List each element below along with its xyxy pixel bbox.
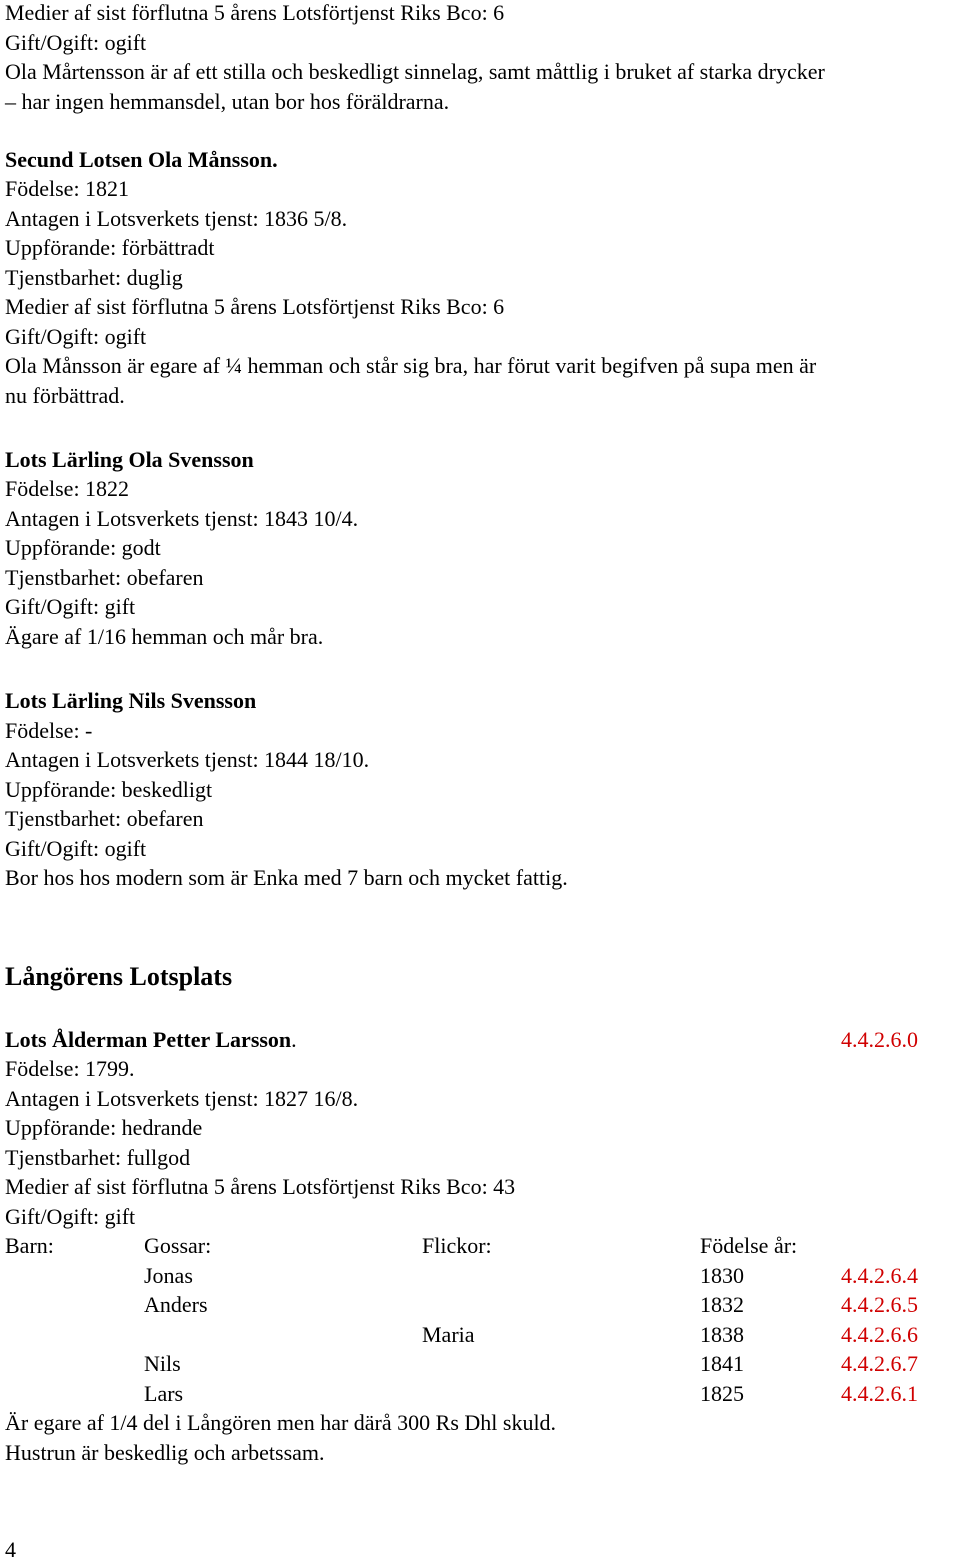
- fodelse-line: Födelse: 1821: [5, 176, 130, 201]
- uppforande-line: Uppförande: förbättradt: [5, 235, 215, 260]
- child-year: 1838: [700, 1322, 744, 1347]
- entry-title: Secund Lotsen Ola Månsson.: [5, 147, 278, 172]
- section-heading: Långörens Lotsplats: [5, 962, 233, 991]
- fodelse-line: Födelse: -: [5, 718, 93, 743]
- gift-line: Gift/Ogift: ogift: [5, 324, 147, 349]
- medier-line: Medier af sist förflutna 5 årens Lotsförtjenst Riks Bco: 6: [5, 0, 505, 25]
- note-line: Är egare af 1/4 del i Långören men har därå 300 Rs Dhl skuld.: [5, 1410, 557, 1435]
- child-year: 1825: [700, 1381, 744, 1406]
- note-line: Ägare af 1/16 hemman och mår bra.: [5, 624, 324, 649]
- children-header-flickor: Flickor:: [422, 1233, 492, 1258]
- tjenstbarhet-line: Tjenstbarhet: obefaren: [5, 565, 204, 590]
- fodelse-line: Födelse: 1799.: [5, 1056, 135, 1081]
- tjenstbarhet-line: Tjenstbarhet: duglig: [5, 265, 183, 290]
- child-gosse: Anders: [144, 1292, 208, 1317]
- antagen-line: Antagen i Lotsverkets tjenst: 1836 5/8.: [5, 206, 348, 231]
- entry-title: Lots Lärling Ola Svensson: [5, 447, 254, 472]
- child-reference: 4.4.2.6.6: [841, 1322, 918, 1347]
- note-line: Ola Mårtensson är af ett stilla och beskedligt sinnelag, samt måttlig i bruket af starka drycker: [5, 59, 825, 84]
- uppforande-line: Uppförande: hedrande: [5, 1115, 203, 1140]
- gift-line: Gift/Ogift: gift: [5, 1204, 136, 1229]
- note-line: Ola Månsson är egare af ¼ hemman och står sig bra, har förut varit begifven på supa men är: [5, 353, 817, 378]
- gift-line: Gift/Ogift: gift: [5, 594, 136, 619]
- note-line: – har ingen hemmansdel, utan bor hos föräldrarna.: [5, 89, 450, 114]
- child-gosse: Jonas: [144, 1263, 193, 1288]
- child-reference: 4.4.2.6.5: [841, 1292, 918, 1317]
- medier-line: Medier af sist förflutna 5 årens Lotsförtjenst Riks Bco: 43: [5, 1174, 516, 1199]
- gift-line: Gift/Ogift: ogift: [5, 836, 147, 861]
- tjenstbarhet-line: Tjenstbarhet: fullgod: [5, 1145, 191, 1170]
- tjenstbarhet-line: Tjenstbarhet: obefaren: [5, 806, 204, 831]
- entry-title-suffix: .: [291, 1027, 297, 1052]
- children-header-fodelsear: Födelse år:: [700, 1233, 798, 1258]
- entry-reference: 4.4.2.6.0: [841, 1027, 918, 1052]
- child-flicka: Maria: [422, 1322, 475, 1347]
- child-year: 1841: [700, 1351, 744, 1376]
- gift-line: Gift/Ogift: ogift: [5, 30, 147, 55]
- note-line: Hustrun är beskedlig och arbetssam.: [5, 1440, 325, 1465]
- page-number: 4: [5, 1537, 16, 1562]
- child-year: 1832: [700, 1292, 744, 1317]
- children-header-gossar: Gossar:: [144, 1233, 212, 1258]
- uppforande-line: Uppförande: godt: [5, 535, 161, 560]
- child-reference: 4.4.2.6.1: [841, 1381, 918, 1406]
- entry-title-line: [5, 1027, 297, 1053]
- antagen-line: Antagen i Lotsverkets tjenst: 1827 16/8.: [5, 1086, 359, 1111]
- children-header-barn: Barn:: [5, 1233, 54, 1258]
- child-gosse: Nils: [144, 1351, 181, 1376]
- child-gosse: Lars: [144, 1381, 184, 1406]
- note-line: Bor hos hos modern som är Enka med 7 barn och mycket fattig.: [5, 865, 568, 890]
- medier-line: Medier af sist förflutna 5 årens Lotsförtjenst Riks Bco: 6: [5, 294, 505, 319]
- antagen-line: Antagen i Lotsverkets tjenst: 1843 10/4.: [5, 506, 359, 531]
- child-year: 1830: [700, 1263, 744, 1288]
- entry-title: Lots Lärling Nils Svensson: [5, 688, 257, 713]
- child-reference: 4.4.2.6.7: [841, 1351, 918, 1376]
- antagen-line: Antagen i Lotsverkets tjenst: 1844 18/10.: [5, 747, 370, 772]
- child-reference: 4.4.2.6.4: [841, 1263, 918, 1288]
- fodelse-line: Födelse: 1822: [5, 476, 130, 501]
- entry-title: Lots Ålderman Petter Larsson: [5, 1027, 292, 1052]
- uppforande-line: Uppförande: beskedligt: [5, 777, 213, 802]
- note-line: nu förbättrad.: [5, 383, 125, 408]
